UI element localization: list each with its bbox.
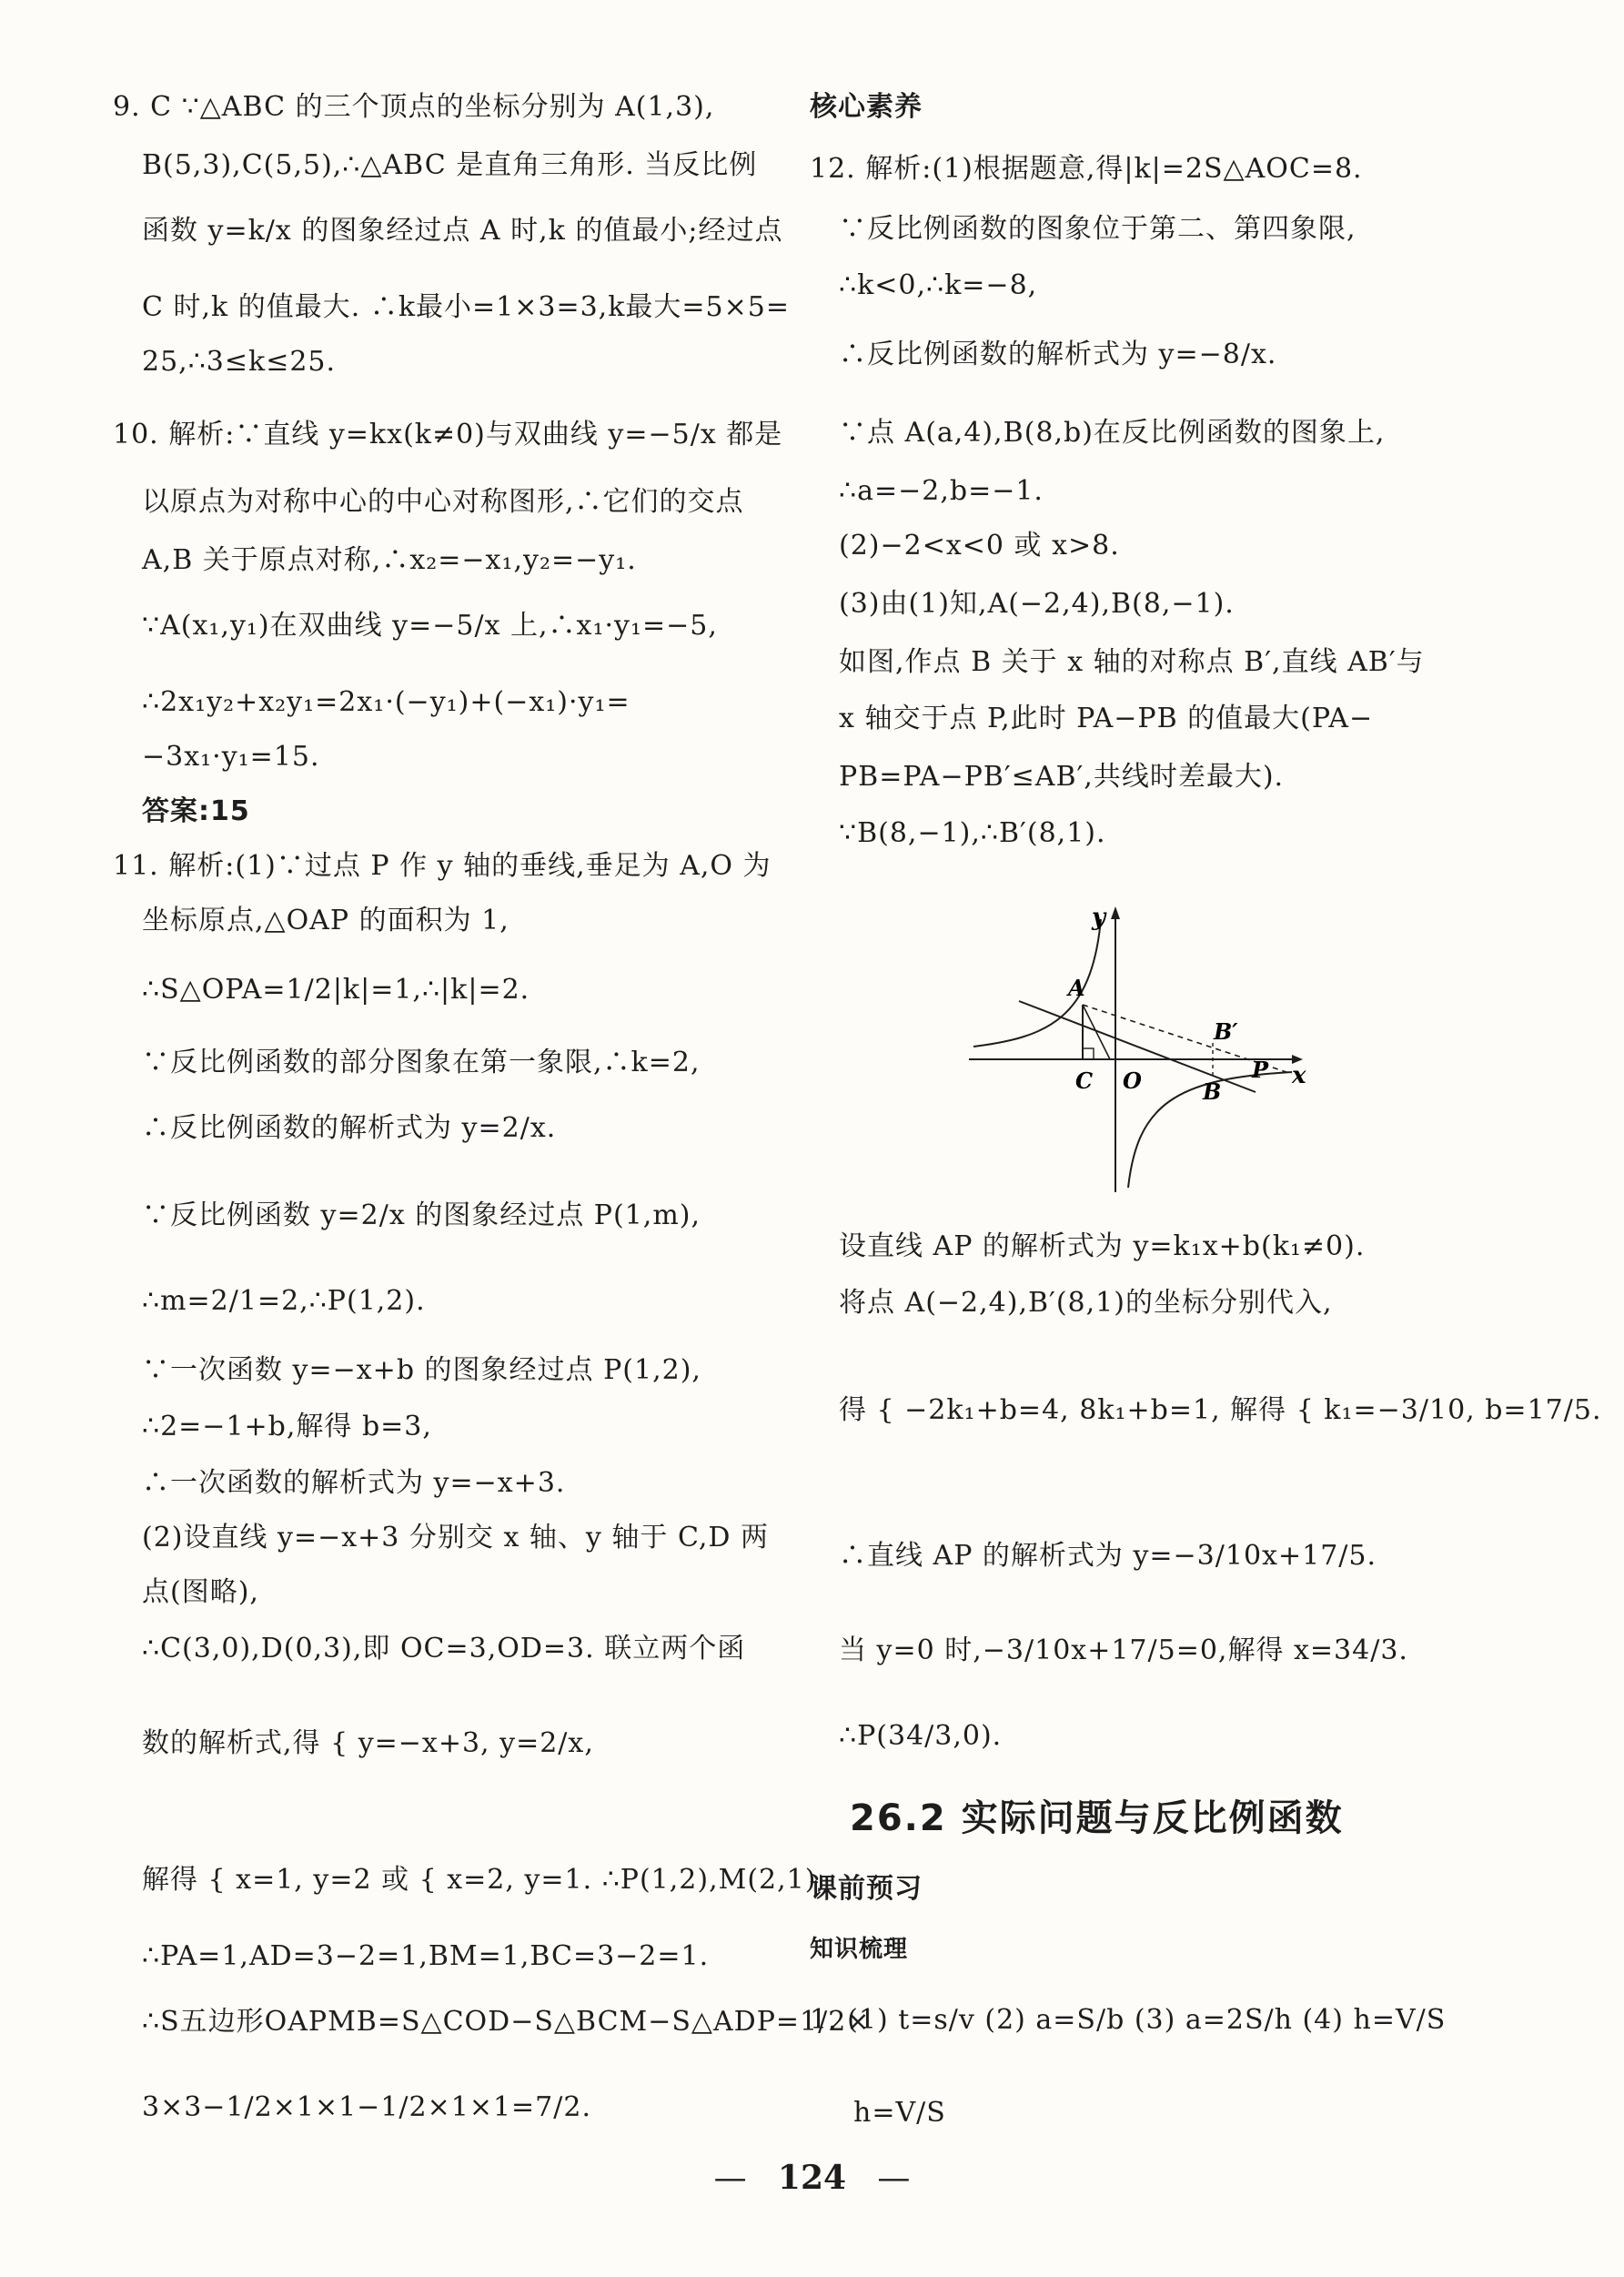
q12-line4: ∴反比例函数的解析式为 y=−8/x. xyxy=(839,339,1277,370)
q11-line1: 11. 解析:(1)∵过点 P 作 y 轴的垂线,垂足为 A,O 为 xyxy=(113,850,772,882)
kp-line1: 1. (1) t=s/v (2) a=S/b (3) a=2S/h (4) h=V/S xyxy=(810,2004,1447,2036)
label-o: O xyxy=(1123,1068,1142,1094)
q11-line8: ∵一次函数 y=−x+b 的图象经过点 P(1,2), xyxy=(142,1354,701,1386)
q12-line11: PB=PA−PB′≤AB′,共线时差最大). xyxy=(839,761,1285,793)
q11-line3: ∴S△OPA=1/2|k|=1,∴|k|=2. xyxy=(142,974,530,1006)
label-p: P xyxy=(1252,1057,1269,1083)
q11-line5: ∴反比例函数的解析式为 y=2/x. xyxy=(142,1112,557,1144)
q11-line17: ∴S五边形OAPMB=S△COD−S△BCM−S△ADP=1/2× xyxy=(142,2006,871,2038)
q12-line17: 当 y=0 时,−3/10x+17/5=0,解得 x=34/3. xyxy=(839,1634,1408,1666)
q11-line7: ∴m=2/1=2,∴P(1,2). xyxy=(142,1285,426,1317)
page-number xyxy=(0,2159,1624,2197)
page-dash-right: — xyxy=(877,2160,911,2197)
right-angle-mark xyxy=(1083,1048,1094,1059)
q12-line18: ∴P(34/3,0). xyxy=(839,1720,1003,1752)
q12-line8: (3)由(1)知,A(−2,4),B(8,−1). xyxy=(839,588,1235,620)
q10-line4: ∵A(x₁,y₁)在双曲线 y=−5/x 上,∴x₁·y₁=−5, xyxy=(142,610,718,642)
q9-line5: 25,∴3≤k≤25. xyxy=(142,346,337,378)
label-a: A xyxy=(1068,975,1085,1001)
heading-knowledge: 知识梳理 xyxy=(810,1936,909,1963)
q12-line5: ∵点 A(a,4),B(8,b)在反比例函数的图象上, xyxy=(839,417,1386,449)
q12-line3: ∴k<0,∴k=−8, xyxy=(839,269,1038,301)
q12-line14: 将点 A(−2,4),B′(8,1)的坐标分别代入, xyxy=(839,1287,1333,1319)
q11-line15: 解得 { x=1, y=2 或 { x=2, y=1. ∴P(1,2),M(2,1), xyxy=(142,1864,826,1896)
q9-line1: 9. C ∵△ABC 的三个顶点的坐标分别为 A(1,3), xyxy=(113,91,715,123)
section-core-literacy: 核心素养 xyxy=(810,91,923,123)
q11-line12: 点(图略), xyxy=(142,1576,259,1608)
y-axis-arrow xyxy=(1111,906,1120,919)
q11-line2: 坐标原点,△OAP 的面积为 1, xyxy=(142,905,509,936)
q9-line2: B(5,3),C(5,5),∴△ABC 是直角三角形. 当反比例 xyxy=(142,149,758,181)
label-x: x xyxy=(1292,1062,1306,1089)
kp-line2: h=V/S xyxy=(853,2097,946,2129)
label-b: B xyxy=(1203,1078,1222,1105)
heading-preview: 课前预习 xyxy=(810,1873,923,1905)
q12-line15: 得 { −2k₁+b=4, 8k₁+b=1, 解得 { k₁=−3/10, b=17/5. xyxy=(839,1394,1602,1426)
label-y: y xyxy=(1092,904,1106,931)
q10-line3: A,B 关于原点对称,∴x₂=−x₁,y₂=−y₁. xyxy=(142,544,637,576)
q10-line1: 10. 解析:∵直线 y=kx(k≠0)与双曲线 y=−5/x 都是 xyxy=(113,419,783,450)
q11-line4: ∵反比例函数的部分图象在第一象限,∴k=2, xyxy=(142,1047,701,1078)
q11-line13: ∴C(3,0),D(0,3),即 OC=3,OD=3. 联立两个函 xyxy=(142,1633,746,1665)
q12-line2: ∵反比例函数的图象位于第二、第四象限, xyxy=(839,213,1357,245)
q11-line10: ∴一次函数的解析式为 y=−x+3. xyxy=(142,1467,566,1499)
q12-line1: 12. 解析:(1)根据题意,得|k|=2S△AOC=8. xyxy=(810,153,1363,185)
q12-line16: ∴直线 AP 的解析式为 y=−3/10x+17/5. xyxy=(839,1540,1377,1572)
q11-line14: 数的解析式,得 { y=−x+3, y=2/x, xyxy=(142,1727,594,1759)
page-dash-left: — xyxy=(713,2160,747,2197)
q11-line18: 3×3−1/2×1×1−1/2×1×1=7/2. xyxy=(142,2091,591,2123)
q10-answer: 答案:15 xyxy=(142,795,250,827)
q12-line6: ∴a=−2,b=−1. xyxy=(839,475,1044,507)
section-title-26-2: 26.2 实际问题与反比例函数 xyxy=(850,1797,1344,1839)
hyperbola-graph xyxy=(955,892,1319,1201)
q12-line10: x 轴交于点 P,此时 PA−PB 的值最大(PA− xyxy=(839,703,1374,734)
q11-line6: ∵反比例函数 y=2/x 的图象经过点 P(1,m), xyxy=(142,1199,701,1231)
q9-line4: C 时,k 的值最大. ∴k最小=1×3=3,k最大=5×5= xyxy=(142,291,790,323)
q10-line2: 以原点为对称中心的中心对称图形,∴它们的交点 xyxy=(142,486,744,518)
q12-line12: ∵B(8,−1),∴B′(8,1). xyxy=(839,817,1106,849)
page-number-value: 124 xyxy=(777,2159,847,2197)
label-c: C xyxy=(1075,1068,1094,1094)
q12-line13: 设直线 AP 的解析式为 y=k₁x+b(k₁≠0). xyxy=(839,1230,1366,1262)
q11-line16: ∴PA=1,AD=3−2=1,BM=1,BC=3−2=1. xyxy=(142,1940,710,1972)
q9-line3: 函数 y=k/x 的图象经过点 A 时,k 的值最小;经过点 xyxy=(142,215,783,247)
q12-line9: 如图,作点 B 关于 x 轴的对称点 B′,直线 AB′与 xyxy=(839,646,1425,678)
label-b-prime: B′ xyxy=(1214,1018,1238,1045)
q10-line6: −3x₁·y₁=15. xyxy=(142,741,320,773)
q10-line5: ∴2x₁y₂+x₂y₁=2x₁·(−y₁)+(−x₁)·y₁= xyxy=(142,686,630,718)
q11-line11: (2)设直线 y=−x+3 分别交 x 轴、y 轴于 C,D 两 xyxy=(142,1522,769,1553)
q12-line7: (2)−2<x<0 或 x>8. xyxy=(839,530,1120,562)
q11-line9: ∴2=−1+b,解得 b=3, xyxy=(142,1411,432,1442)
